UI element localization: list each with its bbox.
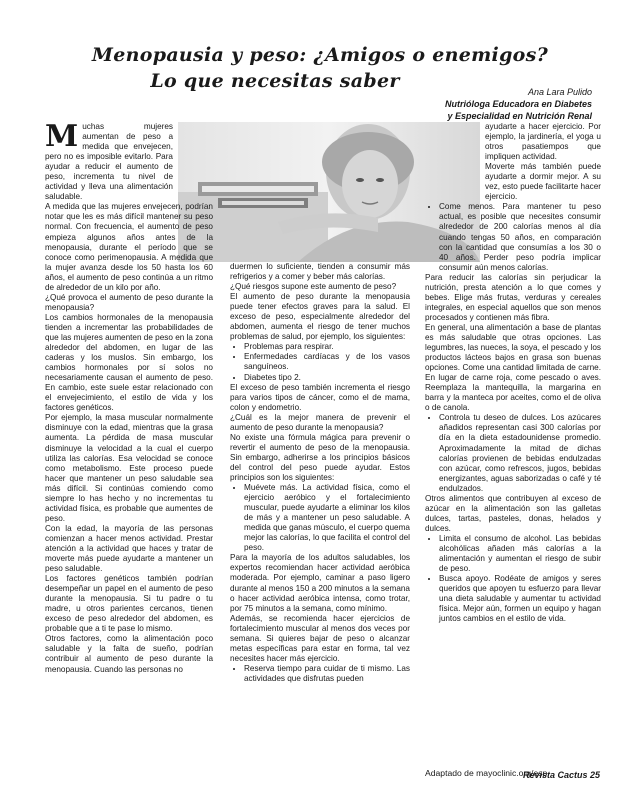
paragraph: uchas mujeres aumentan de peso a medida que envejecen, pero no es imposible evitarlo. Para ayudar a reducir el aumento de peso, incrementa tu nivel de actividad y lleva una alimentación saludable. — [45, 122, 173, 202]
paragraph: Con la edad, la mayoría de las personas comienzan a hacer menos actividad. Prestar atención a la actividad que haces y tratar de moverte más puede ayudarte a mantener un peso saludable. — [45, 523, 213, 574]
column-2 — [230, 262, 410, 684]
author-block — [445, 86, 592, 122]
paragraph: En general, una alimentación a base de plantas es más saludable que otras opciones. Las legumbres, las nueces, la soya, el pescado y los productos lácteos bajos en grasa son buenas opciones. Come una cantidad limitada de carne. En lugar de carne roja, come pescado o aves. Reemplaza la mantequilla, la margarina en barra y la manteca por aceites, como el de oliva o de canola. — [425, 322, 601, 413]
list-item: • Problemas para respirar. — [244, 342, 410, 352]
bullet-list — [230, 342, 410, 382]
paragraph: Por ejemplo, la masa muscular normalmente disminuye con la edad, mientras que la grasa aumenta. La pérdida de masa muscular disminuye la velocidad a la cual el cuerpo utiliza las calorías. Esa velocidad se conoce como metabolismo. Este proceso puede hacer que mantener un peso saludable sea más difícil. Si continúas comiendo como siempre lo has hecho y no incrementas tu actividad física, es probable que aumentes de peso. — [45, 413, 213, 523]
list-item: • Controla tu deseo de dulces. Los azúcares añadidos representan casi 300 calorías por día en la dieta estadounidense promedio. Aproximadamente la mitad de dichas calorías provienen de bebidas endulzadas con azúcar, como refrescos, jugos, bebidas energizantes, aguas saborizadas o café y té endulzados. — [439, 413, 601, 493]
list-item: • Muévete más. La actividad física, como el ejercicio aeróbico y el fortalecimiento muscular, puede ayudarte a eliminar los kilos de más y a mantener un peso saludable. A medida que ganas músculo, el cuerpo quema mejor las calorías, lo que facilita el control del peso. — [244, 483, 410, 553]
source-credit: Adaptado de mayoclinic.org/esp — [425, 768, 548, 778]
author-name: Ana Lara Pulido — [527, 87, 592, 97]
paragraph: Para reducir las calorías sin perjudicar la nutrición, presta atención a lo que comes y bebes. Elige más frutas, verduras y cereales integrales, en especial aquellos que son menos procesados y contienen más fibra. — [425, 272, 601, 322]
section-heading: ¿Cuál es la mejor manera de prevenir el aumento de peso durante la menopausia? — [230, 412, 410, 432]
column-1 — [45, 119, 213, 675]
bullet-list — [425, 534, 601, 624]
drop-cap: M — [45, 119, 79, 154]
paragraph: Para la mayoría de los adultos saludables, los expertos recomiendan hacer actividad aeróbica moderada. Por ejemplo, caminar a paso ligero durante al menos 150 a 200 minutos a la semana o hacer actividad aeróbica intensa, como trotar, por 75 minutos a la semana, como mínimo. — [230, 553, 410, 613]
list-item: • Diabetes tipo 2. — [244, 373, 410, 383]
author-role-1: Nutrióloga Educadora en Diabetes — [444, 99, 592, 109]
paragraph: No existe una fórmula mágica para prevenir o revertir el aumento de peso de la menopausia. Sin embargo, adherirse a los principios básicos del control del peso puede ayudar. Estos principios son los siguientes: — [230, 432, 410, 482]
paragraph: Otros factores, como la alimentación poco saludable y la falta de sueño, podrían contribuir al aumento de peso durante la menopausia. Cuando las personas no — [45, 634, 213, 674]
bullet-list — [425, 413, 601, 493]
list-item: • Come menos. Para mantener tu peso actual, es posible que necesites consumir alrededor de 200 calorías menos al día cuando tengas 50 años, en comparación con la cantidad que consumías a los 30 o 40 años. Perder peso podría implicar consumir aún menos calorías. — [439, 202, 601, 272]
paragraph: A medida que las mujeres envejecen, podrían notar que les es más difícil mantener su peso normal. Con frecuencia, el aumento de peso empieza algunos años antes de la menopausia, durante el período que se conoce como perimenopausia. A medida que la mujer avanza desde los 50 hasta los 60 años, el aumento de peso continúa a un ritmo de alrededor de un kilo por año. — [45, 202, 213, 292]
paragraph: Los factores genéticos también podrían desempeñar un papel en el aumento de peso durante la menopausia. Si tu padre o tu madre, u otros parientes cercanos, tienen exceso de peso alrededor del abdomen, es probable que a ti te pase lo mismo. — [45, 574, 213, 634]
column-3 — [425, 122, 601, 624]
list-item: • Enfermedades cardíacas y de los vasos sanguíneos. — [244, 352, 410, 372]
paragraph: El exceso de peso también incrementa el riesgo para varios tipos de cáncer, como el de mama, colon y endometrio. — [230, 382, 410, 412]
bullet-list — [425, 202, 601, 272]
paragraph: Además, se recomienda hacer ejercicios de fortalecimiento muscular al menos dos veces por semana. Si quieres bajar de peso o alcanzar metas específicas para estar en forma, tal vez necesites hacer más ejercicio. — [230, 613, 410, 663]
paragraph: Los cambios hormonales de la menopausia tienden a incrementar las probabilidades de que las mujeres aumenten de peso en la zona alrededor del abdomen, en lugar de las caderas y los muslos. Sin embargo, los cambios hormonales por sí solos no necesariamente causan el aumento de peso. En cambio, este suele estar relacionado con el envejecimiento, el estilo de vida y los factores genéticos. — [45, 312, 213, 413]
title-line-1: Menopausia y peso: ¿Amigos o enemigos? — [91, 44, 549, 66]
section-heading: ¿Qué riesgos supone este aumento de peso? — [230, 282, 397, 292]
paragraph: Moverte más también puede ayudarte a dormir mejor. A su vez, esto puede facilitarte hacer ejercicio. — [485, 162, 601, 202]
paragraph: Otros alimentos que contribuyen al exceso de azúcar en la alimentación son las galletas dulces, tartas, pasteles, donas, helados y dulces. — [425, 493, 601, 533]
bullet-list — [230, 483, 410, 553]
list-item: • Limita el consumo de alcohol. Las bebidas alcohólicas añaden más calorías a la alimentación y aumentan el riesgo de subir de peso. — [439, 534, 601, 574]
paragraph: duermen lo suficiente, tienden a consumir más refrigerios y a comer y beber más calorías. — [230, 262, 410, 282]
paragraph: El aumento de peso durante la menopausia puede tener efectos graves para la salud. El exceso de peso, especialmente alrededor del abdomen, aumenta el riesgo de tener muchos problemas de salud, por ejemplo, los siguientes: — [230, 292, 410, 342]
bullet-list — [230, 664, 410, 684]
title-line-2: Lo que necesitas saber — [150, 70, 400, 92]
paragraph: ayudarte a hacer ejercicio. Por ejemplo, la jardinería, el yoga u otros pasatiempos que impliquen actividad. — [485, 122, 601, 162]
page-footer: Revista Cactus 25 — [522, 770, 600, 780]
section-heading: ¿Qué provoca el aumento de peso durante la menopausia? — [45, 292, 213, 312]
list-item: • Reserva tiempo para cuidar de ti mismo. Las actividades que disfrutas pueden — [244, 664, 410, 684]
author-role-2: y Especialidad en Nutrición Renal — [447, 111, 592, 121]
list-item: • Busca apoyo. Rodéate de amigos y seres queridos que apoyen tu esfuerzo para llevar una dieta saludable y aumentar tu actividad física. Mejor aún, formen un equipo y hagan juntos cambios en el estilo de vida. — [439, 574, 601, 624]
